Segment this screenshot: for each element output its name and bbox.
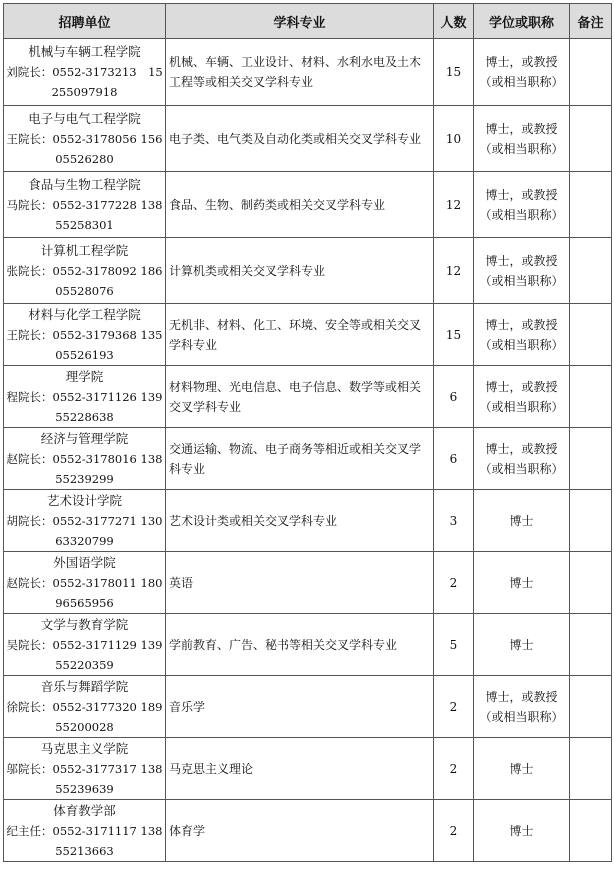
note-cell — [570, 676, 612, 738]
unit-contact: 赵院长：0552-3178016 13855239299 — [6, 451, 163, 486]
table-row — [4, 738, 612, 800]
note-cell — [570, 552, 612, 614]
header-unit: 招聘单位 — [4, 4, 166, 39]
unit-name: 文学与教育学院 — [40, 616, 129, 632]
note-cell — [570, 304, 612, 366]
table-row — [4, 366, 612, 428]
unit-cell — [4, 552, 166, 614]
unit-name: 外国语学院 — [53, 554, 116, 570]
unit-cell — [4, 676, 166, 738]
major-cell: 体育学 — [166, 800, 434, 862]
unit-name: 艺术设计学院 — [46, 492, 122, 508]
degree-cell: 博士 — [474, 490, 570, 552]
degree-cell: 博士，或教授（或相当职称） — [474, 366, 570, 428]
unit-contact: 马院长：0552-3177228 13855258301 — [6, 197, 163, 232]
major-cell: 音乐学 — [166, 676, 434, 738]
table-row — [4, 172, 612, 238]
note-cell — [570, 490, 612, 552]
unit-name: 理学院 — [65, 368, 104, 384]
recruitment-table — [3, 3, 612, 862]
major-cell: 材料物理、光电信息、电子信息、数学等或相关交叉学科专业 — [166, 366, 434, 428]
unit-cell — [4, 238, 166, 304]
count-cell: 15 — [434, 304, 474, 366]
count-cell: 5 — [434, 614, 474, 676]
major-cell: 英语 — [166, 552, 434, 614]
table-row — [4, 676, 612, 738]
unit-contact: 刘院长：0552-3173213 15255097918 — [6, 65, 163, 99]
major-cell: 电子类、电气类及自动化类或相关交叉学科专业 — [166, 106, 434, 172]
unit-name: 食品与生物工程学院 — [28, 176, 141, 192]
unit-name: 音乐与舞蹈学院 — [40, 678, 129, 694]
degree-cell: 博士 — [474, 614, 570, 676]
table-row — [4, 552, 612, 614]
unit-cell — [4, 738, 166, 800]
unit-cell — [4, 172, 166, 238]
note-cell — [570, 366, 612, 428]
table-body — [4, 39, 612, 862]
count-cell: 6 — [434, 366, 474, 428]
table-row — [4, 238, 612, 304]
note-cell — [570, 238, 612, 304]
note-cell — [570, 39, 612, 106]
table-row — [4, 428, 612, 490]
degree-cell: 博士，或教授（或相当职称） — [474, 676, 570, 738]
note-cell — [570, 738, 612, 800]
unit-contact: 程院长：0552-3171126 13955228638 — [6, 389, 163, 424]
table-row — [4, 106, 612, 172]
major-cell: 艺术设计类或相关交叉学科专业 — [166, 490, 434, 552]
degree-cell: 博士，或教授（或相当职称） — [474, 304, 570, 366]
unit-contact: 纪主任：0552-3171117 13855213663 — [6, 823, 163, 858]
major-cell: 无机非、材料、化工、环境、安全等或相关交叉学科专业 — [166, 304, 434, 366]
unit-name: 机械与车辆工程学院 — [28, 44, 141, 59]
unit-name: 体育教学部 — [53, 802, 116, 818]
unit-cell — [4, 800, 166, 862]
header-degree: 学位或职称 — [474, 4, 570, 39]
note-cell — [570, 800, 612, 862]
note-cell — [570, 428, 612, 490]
count-cell: 12 — [434, 238, 474, 304]
unit-contact: 赵院长：0552-3178011 18096565956 — [6, 575, 163, 610]
major-cell: 食品、生物、制药类或相关交叉学科专业 — [166, 172, 434, 238]
table-row — [4, 304, 612, 366]
unit-contact: 胡院长：0552-3177271 13063320799 — [6, 513, 163, 548]
table-row — [4, 39, 612, 106]
header-row — [4, 4, 612, 39]
degree-cell: 博士 — [474, 738, 570, 800]
unit-cell — [4, 614, 166, 676]
major-cell: 交通运输、物流、电子商务等相近或相关交叉学科专业 — [166, 428, 434, 490]
count-cell: 10 — [434, 106, 474, 172]
unit-name: 经济与管理学院 — [40, 430, 129, 446]
major-cell: 马克思主义理论 — [166, 738, 434, 800]
unit-contact: 徐院长：0552-3177320 18955200028 — [6, 699, 163, 734]
degree-cell: 博士，或教授（或相当职称） — [474, 428, 570, 490]
unit-cell — [4, 490, 166, 552]
degree-cell: 博士，或教授（或相当职称） — [474, 106, 570, 172]
count-cell: 12 — [434, 172, 474, 238]
major-cell: 计算机类或相关交叉学科专业 — [166, 238, 434, 304]
degree-cell: 博士 — [474, 800, 570, 862]
note-cell — [570, 106, 612, 172]
count-cell: 2 — [434, 738, 474, 800]
unit-contact: 邬院长：0552-3177317 13855239639 — [6, 761, 163, 796]
header-note: 备注 — [570, 4, 612, 39]
degree-cell: 博士，或教授（或相当职称） — [474, 172, 570, 238]
unit-cell — [4, 428, 166, 490]
table-row — [4, 614, 612, 676]
count-cell: 2 — [434, 676, 474, 738]
table-row — [4, 490, 612, 552]
count-cell: 2 — [434, 800, 474, 862]
unit-cell — [4, 106, 166, 172]
degree-cell: 博士 — [474, 552, 570, 614]
unit-name: 材料与化学工程学院 — [28, 306, 141, 322]
unit-contact: 张院长：0552-3178092 18605528076 — [6, 263, 163, 298]
unit-contact: 王院长：0552-3179368 13505526193 — [6, 327, 163, 362]
header-major: 学科专业 — [166, 4, 434, 39]
major-cell: 学前教育、广告、秘书等相关交叉学科专业 — [166, 614, 434, 676]
unit-name: 计算机工程学院 — [40, 242, 129, 258]
unit-contact: 王院长：0552-3178056 15605526280 — [6, 131, 163, 166]
unit-contact: 吴院长：0552-3171129 13955220359 — [6, 637, 163, 672]
note-cell — [570, 614, 612, 676]
count-cell: 2 — [434, 552, 474, 614]
degree-cell: 博士，或教授（或相当职称） — [474, 238, 570, 304]
count-cell: 6 — [434, 428, 474, 490]
count-cell: 3 — [434, 490, 474, 552]
unit-name: 电子与电气工程学院 — [28, 110, 141, 126]
major-cell: 机械、车辆、工业设计、材料、水利水电及土木工程等或相关交叉学科专业 — [166, 39, 434, 106]
unit-name: 马克思主义学院 — [40, 740, 129, 756]
note-cell — [570, 172, 612, 238]
unit-cell — [4, 39, 166, 106]
unit-cell — [4, 304, 166, 366]
table-row — [4, 800, 612, 862]
unit-cell — [4, 366, 166, 428]
count-cell: 15 — [434, 39, 474, 106]
header-count: 人数 — [434, 4, 474, 39]
degree-cell: 博士，或教授（或相当职称） — [474, 39, 570, 106]
